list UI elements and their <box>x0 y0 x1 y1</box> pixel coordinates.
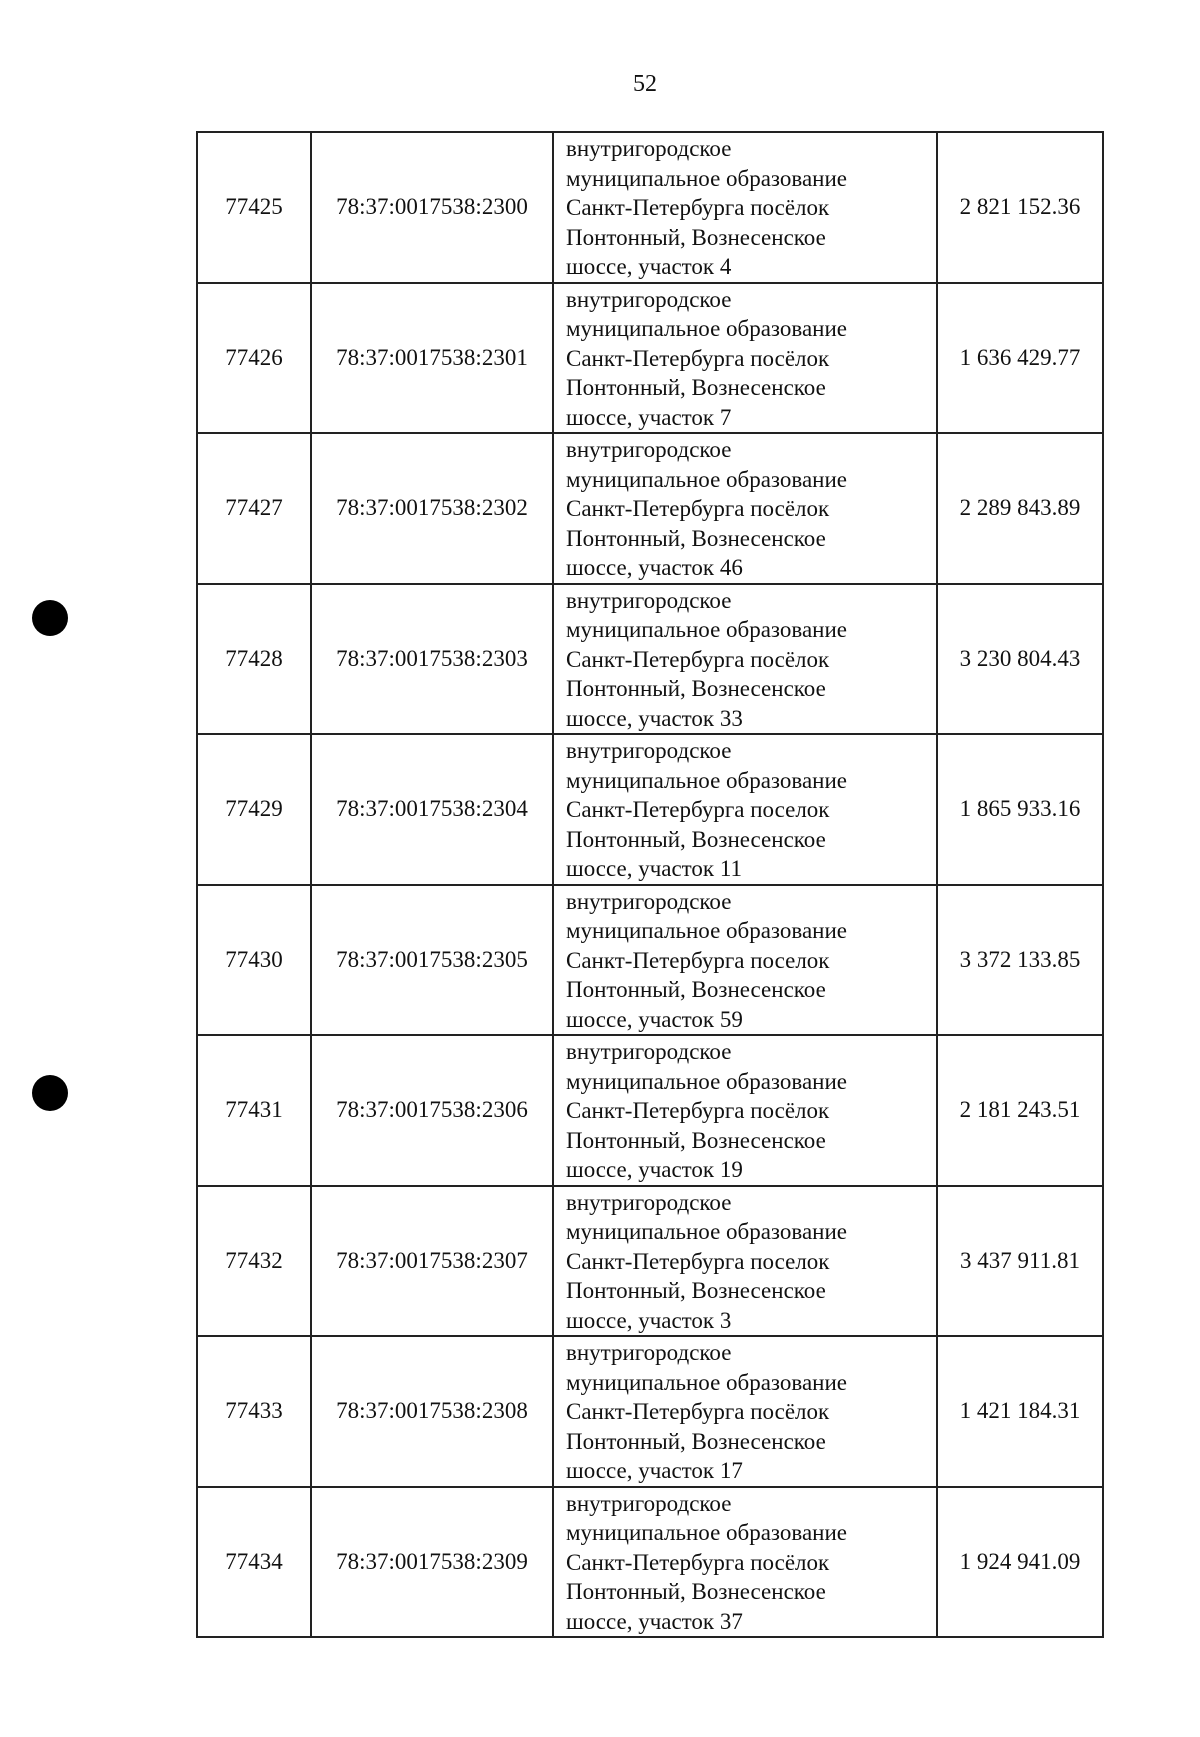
row-number-cell: 77430 <box>197 885 311 1036</box>
address-line: муниципальное образование <box>566 767 847 793</box>
cadastral-number-cell: 78:37:0017538:2301 <box>311 283 553 434</box>
address-line: шоссе, участок 17 <box>566 1458 743 1483</box>
address-line: Понтонный, Вознесенское <box>566 525 826 551</box>
address-line: Понтонный, Вознесенское <box>566 826 826 852</box>
address-line: Санкт-Петербурга посёлок <box>566 646 830 672</box>
address-line: внутригородское <box>566 286 732 312</box>
table-row <box>197 132 1103 283</box>
address-cell <box>553 283 937 434</box>
page-number: 52 <box>633 71 657 97</box>
table-row <box>197 1035 1103 1186</box>
address-line: Санкт-Петербурга посёлок <box>566 1098 830 1123</box>
cadastral-number-cell: 78:37:0017538:2309 <box>311 1487 553 1638</box>
table-body <box>197 132 1103 1637</box>
address-line: муниципальное образование <box>566 1068 847 1094</box>
address-line: муниципальное образование <box>566 1520 847 1545</box>
punch-hole-mark <box>32 600 68 636</box>
address-line: муниципальное образование <box>566 918 847 943</box>
cadastral-value-cell: 1 924 941.09 <box>937 1487 1103 1638</box>
address-line: внутригородское <box>566 437 732 462</box>
row-number-cell: 77428 <box>197 584 311 735</box>
address-line: Понтонный, Вознесенское <box>566 1579 826 1604</box>
address-line: Санкт-Петербурга посёлок <box>566 496 830 521</box>
table-row <box>197 1336 1103 1487</box>
address-line: шоссе, участок 59 <box>566 1006 743 1032</box>
table-row <box>197 1186 1103 1337</box>
cadastral-number-cell: 78:37:0017538:2304 <box>311 734 553 885</box>
address-cell <box>553 1186 937 1337</box>
address-line: шоссе, участок 46 <box>566 555 743 580</box>
address-line: муниципальное образование <box>566 617 847 642</box>
address-line: внутригородское <box>566 587 732 613</box>
row-number-cell: 77426 <box>197 283 311 434</box>
address-cell <box>553 1035 937 1186</box>
cadastral-value-table <box>196 131 1104 1638</box>
address-line: шоссе, участок 37 <box>566 1608 743 1634</box>
address-line: внутригородское <box>566 738 732 763</box>
row-number-cell: 77431 <box>197 1035 311 1186</box>
address-line: шоссе, участок 11 <box>566 856 742 881</box>
cadastral-value-cell: 3 437 911.81 <box>937 1186 1103 1337</box>
address-line: муниципальное образование <box>566 316 847 341</box>
address-line: муниципальное образование <box>566 165 847 191</box>
address-cell <box>553 433 937 584</box>
row-number-cell: 77429 <box>197 734 311 885</box>
address-line: Санкт-Петербурга поселок <box>566 797 830 822</box>
address-line: внутригородское <box>566 1490 732 1516</box>
address-line: Понтонный, Вознесенское <box>566 1127 826 1153</box>
address-line: Понтонный, Вознесенское <box>566 1278 826 1303</box>
cadastral-value-cell: 3 372 133.85 <box>937 885 1103 1036</box>
address-line: Санкт-Петербурга посёлок <box>566 195 830 220</box>
address-cell <box>553 132 937 283</box>
address-line: Санкт-Петербурга посёлок <box>566 1549 830 1575</box>
cadastral-number-cell: 78:37:0017538:2308 <box>311 1336 553 1487</box>
cadastral-value-cell: 1 865 933.16 <box>937 734 1103 885</box>
address-line: шоссе, участок 19 <box>566 1157 743 1182</box>
address-line: шоссе, участок 7 <box>566 404 732 430</box>
address-line: шоссе, участок 4 <box>566 254 732 279</box>
address-line: внутригородское <box>566 1039 732 1064</box>
row-number-cell: 77427 <box>197 433 311 584</box>
cadastral-number-cell: 78:37:0017538:2303 <box>311 584 553 735</box>
table-row <box>197 283 1103 434</box>
address-line: внутригородское <box>566 888 732 914</box>
table-row <box>197 433 1103 584</box>
address-cell <box>553 584 937 735</box>
cadastral-number-cell: 78:37:0017538:2302 <box>311 433 553 584</box>
row-number-cell: 77425 <box>197 132 311 283</box>
cadastral-number-cell: 78:37:0017538:2306 <box>311 1035 553 1186</box>
address-line: внутригородское <box>566 1340 732 1365</box>
address-line: шоссе, участок 3 <box>566 1307 732 1333</box>
address-cell <box>553 1487 937 1638</box>
address-line: Санкт-Петербурга посёлок <box>566 1399 830 1424</box>
cadastral-value-cell: 3 230 804.43 <box>937 584 1103 735</box>
address-line: муниципальное образование <box>566 1219 847 1244</box>
address-line: Понтонный, Вознесенское <box>566 224 826 250</box>
row-number-cell: 77434 <box>197 1487 311 1638</box>
cadastral-value-cell: 2 289 843.89 <box>937 433 1103 584</box>
address-line: внутригородское <box>566 136 732 161</box>
row-number-cell: 77432 <box>197 1186 311 1337</box>
cadastral-number-cell: 78:37:0017538:2300 <box>311 132 553 283</box>
cadastral-value-cell: 2 821 152.36 <box>937 132 1103 283</box>
address-line: Понтонный, Вознесенское <box>566 1428 826 1454</box>
address-line: Санкт-Петербурга посёлок <box>566 345 830 371</box>
address-line: Санкт-Петербурга поселок <box>566 1248 830 1274</box>
punch-hole-mark <box>32 1075 68 1111</box>
table-row <box>197 885 1103 1036</box>
address-line: Понтонный, Вознесенское <box>566 676 826 701</box>
cadastral-number-cell: 78:37:0017538:2307 <box>311 1186 553 1337</box>
address-line: муниципальное образование <box>566 1369 847 1395</box>
address-cell <box>553 734 937 885</box>
address-line: муниципальное образование <box>566 466 847 492</box>
cadastral-value-cell: 2 181 243.51 <box>937 1035 1103 1186</box>
table-row <box>197 734 1103 885</box>
address-line: Санкт-Петербурга поселок <box>566 947 830 973</box>
cadastral-number-cell: 78:37:0017538:2305 <box>311 885 553 1036</box>
cadastral-value-cell: 1 636 429.77 <box>937 283 1103 434</box>
table-row <box>197 584 1103 735</box>
cadastral-value-cell: 1 421 184.31 <box>937 1336 1103 1487</box>
address-cell <box>553 885 937 1036</box>
address-line: Понтонный, Вознесенское <box>566 977 826 1002</box>
address-line: шоссе, участок 33 <box>566 705 743 731</box>
table-row <box>197 1487 1103 1638</box>
address-line: Понтонный, Вознесенское <box>566 375 826 400</box>
row-number-cell: 77433 <box>197 1336 311 1487</box>
address-line: внутригородское <box>566 1189 732 1215</box>
address-cell <box>553 1336 937 1487</box>
